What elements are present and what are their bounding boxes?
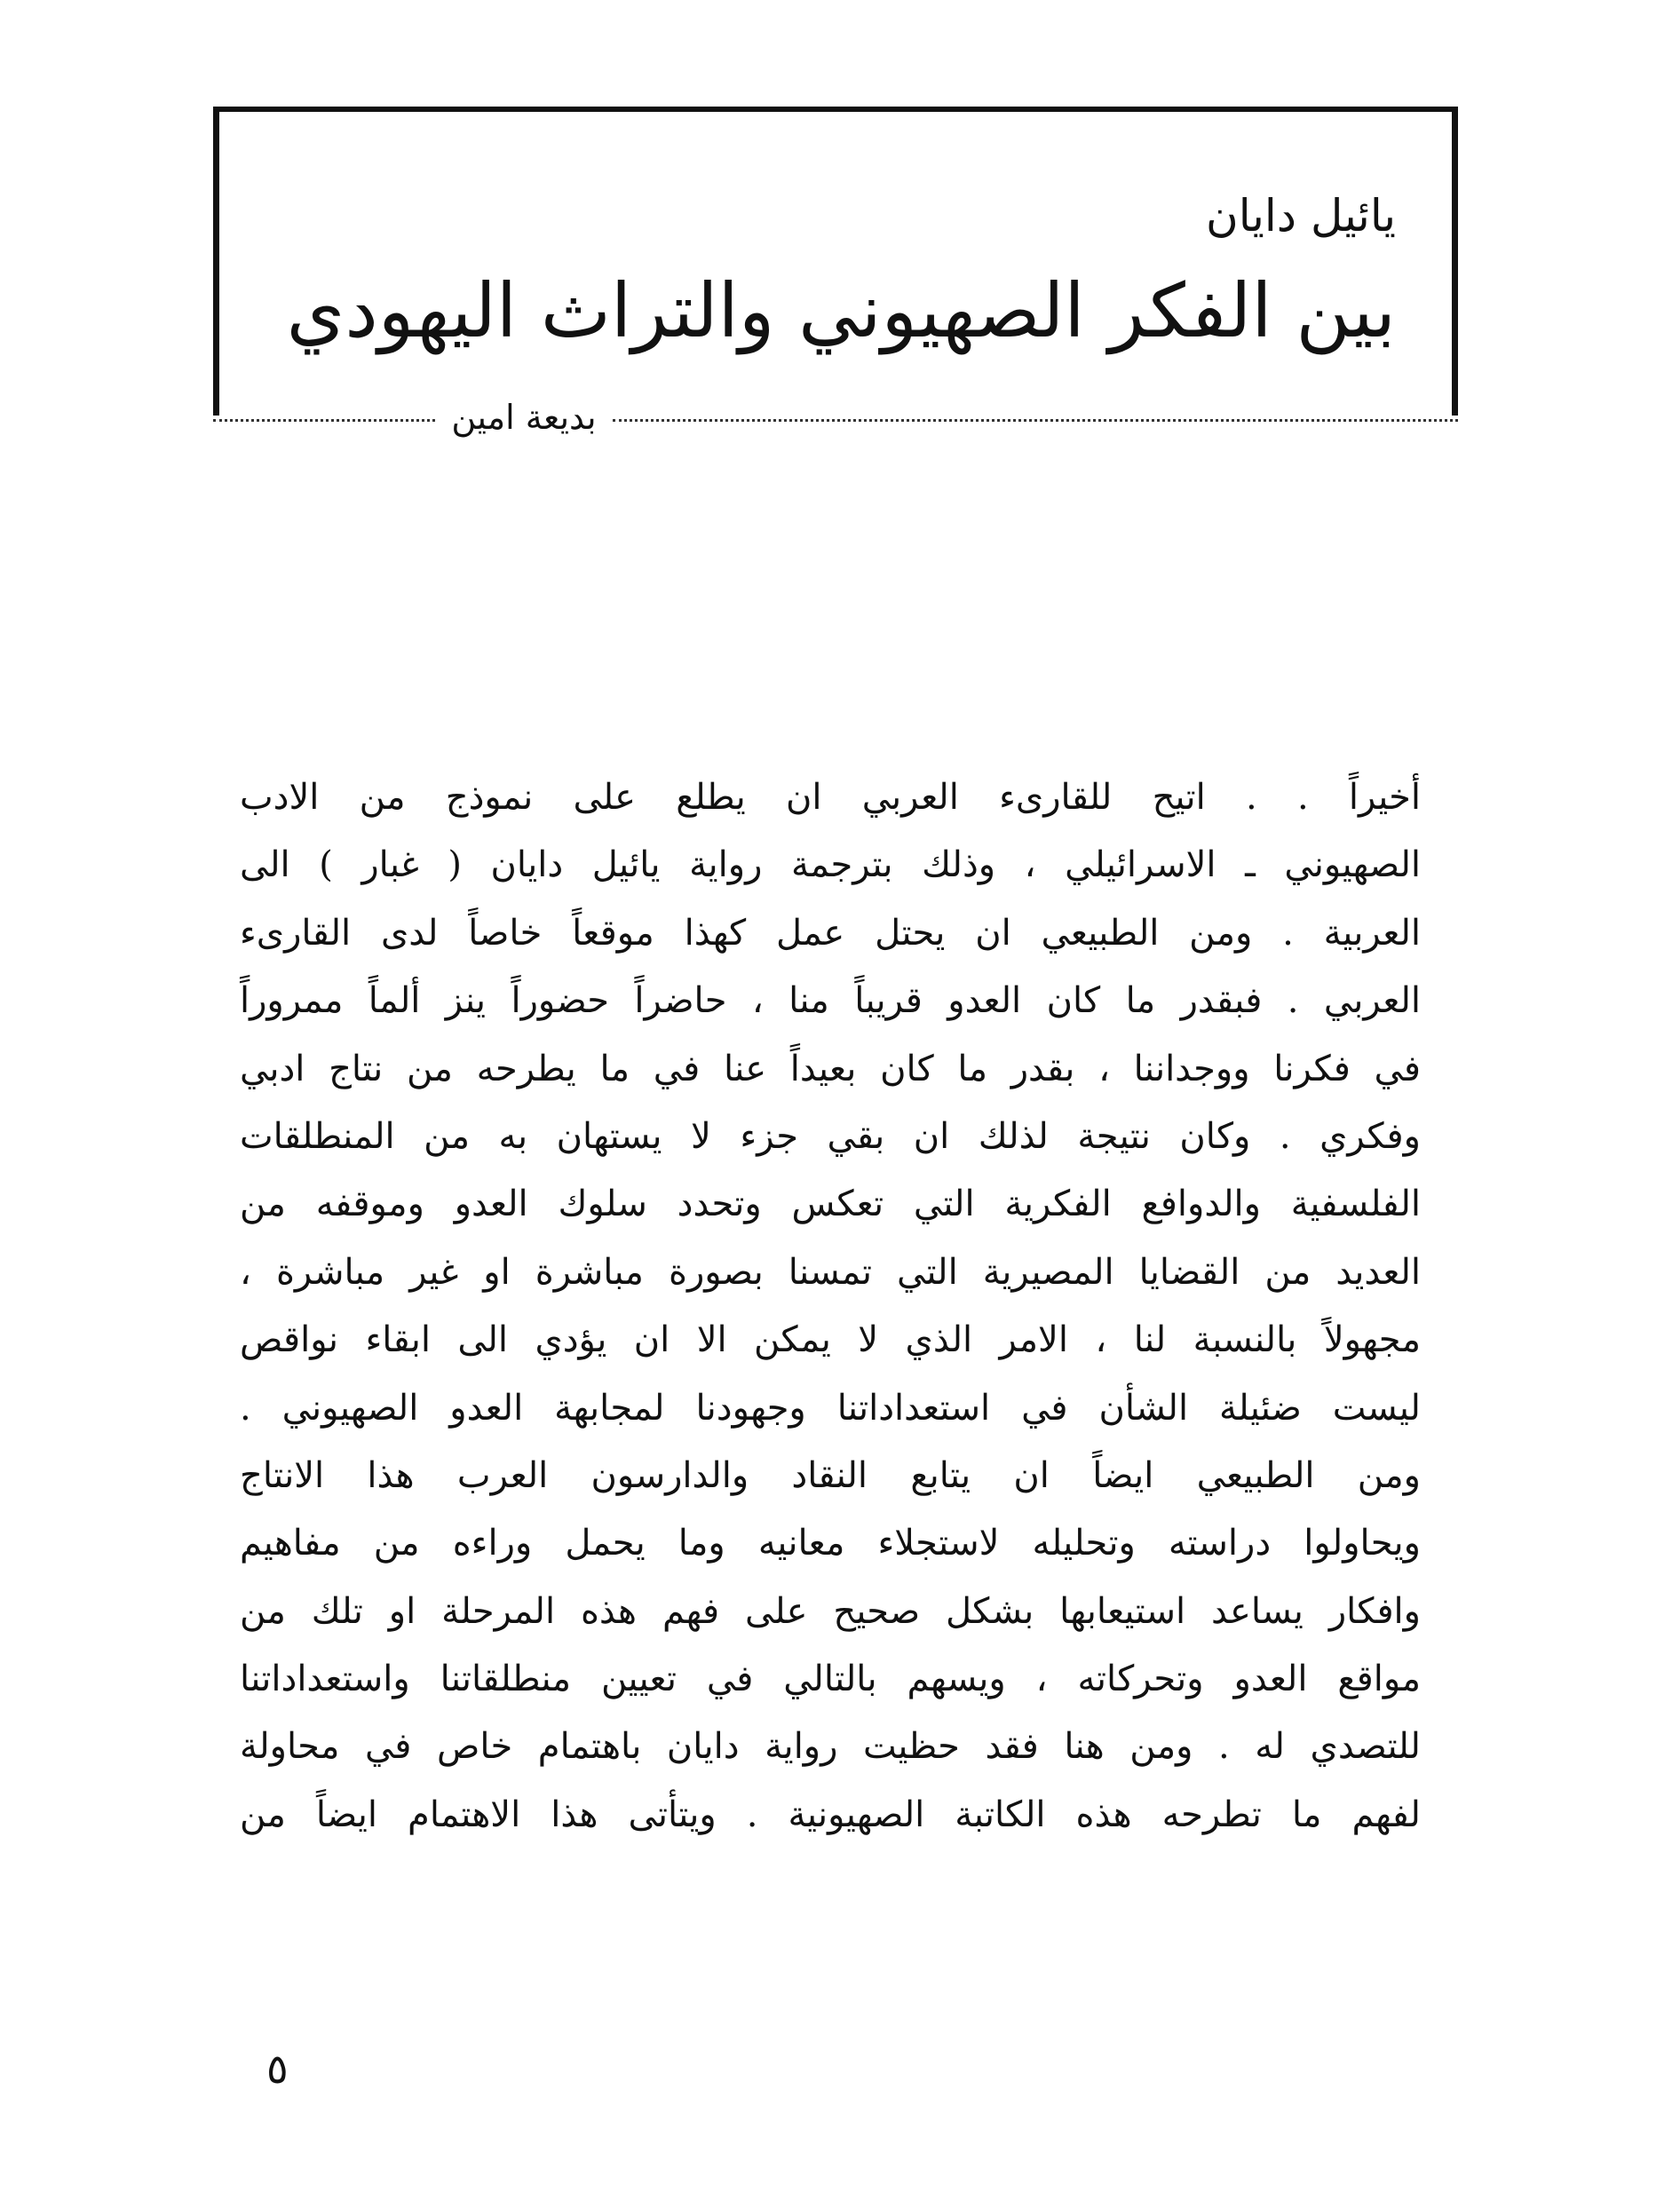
title-box-left-border xyxy=(213,107,219,416)
page-number: ٥ xyxy=(266,2045,289,2093)
body-line: مجهولاً بالنسبة لنا ، الامر الذي لا يمكن الا ان يؤدي الى ابقاء نواقص xyxy=(240,1319,1421,1361)
body-line: مواقع العدو وتحركاته ، ويسهم بالتالي في تعيين منطلقاتنا واستعداداتنا xyxy=(240,1659,1421,1700)
body-line: في فكرنا ووجداننا ، بقدر ما كان بعيداً عنا في ما يطرحه من نتاج ادبي xyxy=(240,1048,1421,1089)
body-line: ومن الطبيعي ايضاً ان يتابع النقاد والدارسون العرب هذا الانتاج xyxy=(240,1454,1421,1496)
body-line: أخيراً . . اتيح للقارىء العربي ان يطلع على نموذج من الادب xyxy=(240,777,1421,818)
body-line: ليست ضئيلة الشأن في استعداداتنا وجهودنا لمجابهة العدو الصهيوني . xyxy=(240,1387,1421,1429)
body-line: وفكري . وكان نتيجة لذلك ان بقي جزء لا يستهان به من المنطلقات xyxy=(240,1115,1421,1157)
body-line: الصهيوني ـ الاسرائيلي ، وذلك بترجمة رواية يائيل دايان ( غبار ) الى xyxy=(240,844,1421,886)
byline-dotted-rule-left xyxy=(213,419,435,422)
byline-dotted-rule-right xyxy=(613,419,1458,422)
body-line: وافكار يساعد استيعابها بشكل صحيح على فهم هذه المرحلة او تلك من xyxy=(240,1590,1421,1632)
body-line: لفهم ما تطرحه هذه الكاتبة الصهيونية . ويتأتى هذا الاهتمام ايضاً من xyxy=(240,1793,1421,1835)
body-line: للتصدي له . ومن هنا فقد حظيت رواية دايان باهتمام خاص في محاولة xyxy=(240,1726,1421,1768)
body-line: العربي . فبقدر ما كان العدو قريباً منا ، حاضراً حضوراً ينز ألماً ممروراً xyxy=(240,980,1421,1022)
body-line: ويحاولوا دراسته وتحليله لاستجلاء معانيه وما يحمل وراءه من مفاهيم xyxy=(240,1523,1421,1564)
article-title: بين الفكر الصهيوني والتراث اليهودي xyxy=(286,267,1396,354)
title-box-right-border xyxy=(1452,107,1458,416)
title-box-top-border xyxy=(213,107,1458,112)
body-line: الفلسفية والدوافع الفكرية التي تعكس وتحدد سلوك العدو وموقفه من xyxy=(240,1184,1421,1225)
article-body xyxy=(240,764,1421,1849)
article-translator: بديعة امين xyxy=(451,398,597,437)
body-line: العربية . ومن الطبيعي ان يحتل عمل كهذا موقعاً خاصاً لدى القارىء xyxy=(240,912,1421,954)
title-box xyxy=(213,107,1458,416)
body-line: العديد من القضايا المصيرية التي تمسنا بصورة مباشرة او غير مباشرة ، xyxy=(240,1251,1421,1293)
article-author: يائيل دايان xyxy=(1206,190,1396,241)
